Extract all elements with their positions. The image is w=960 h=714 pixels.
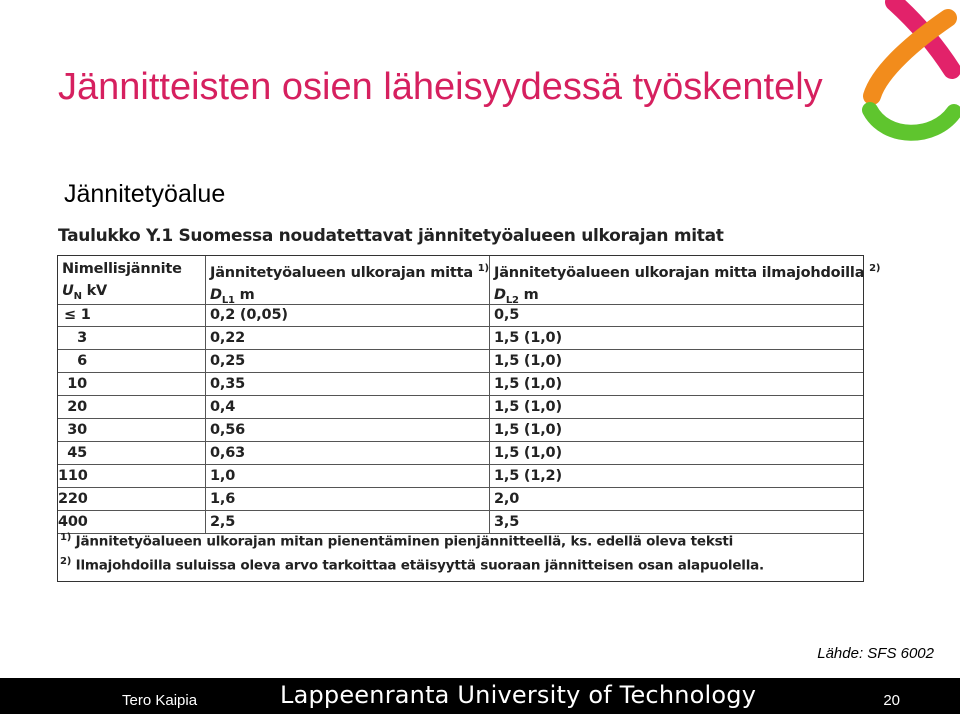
table-row <box>58 396 863 419</box>
cell-dl2: 1,5 (1,0) <box>494 353 562 369</box>
slide-title: Jännitteisten osien läheisyydessä työskentely <box>58 66 823 108</box>
table-row <box>58 488 863 511</box>
table-row <box>58 465 863 488</box>
cell-dl2: 1,5 (1,0) <box>494 445 562 461</box>
author-name: Tero Kaipia <box>122 692 198 709</box>
cell-dl1: 1,0 <box>206 465 490 487</box>
lut-logo-icon <box>856 0 960 145</box>
cell-voltage: 20 <box>58 396 206 418</box>
section-subtitle: Jännitetyöalue <box>64 180 226 208</box>
cell-voltage: 6 <box>58 350 206 372</box>
table-row <box>58 304 863 327</box>
cell-voltage: 220 <box>58 488 206 510</box>
table-row <box>58 419 863 442</box>
table-header-row <box>58 256 881 306</box>
cell-voltage: ≤ 1 <box>58 304 206 326</box>
cell-dl1: 0,4 <box>206 396 490 418</box>
header-nominal-voltage: Nimellisjännite $U_N$ kV <box>58 256 206 304</box>
table-row <box>58 327 863 350</box>
cell-dl1: 0,63 <box>206 442 490 464</box>
cell-voltage: 400 <box>58 511 206 533</box>
cell-dl1: 1,6 <box>206 488 490 510</box>
table-row <box>58 442 863 465</box>
table-row <box>58 350 863 373</box>
source-reference: Lähde: SFS 6002 <box>817 645 934 662</box>
cell-voltage: 10 <box>58 373 206 395</box>
cell-dl2: 1,5 (1,0) <box>494 376 562 392</box>
cell-voltage: 3 <box>58 327 206 349</box>
cell-dl1: 0,22 <box>206 327 490 349</box>
cell-voltage: 110 <box>58 465 206 487</box>
university-name: Lappeenranta University of Technology <box>280 681 757 709</box>
cell-dl1: 0,56 <box>206 419 490 441</box>
cell-dl2: 1,5 (1,0) <box>494 399 562 415</box>
cell-dl2: 2,0 <box>494 491 520 507</box>
page-number: 20 <box>883 692 900 709</box>
footnote: $^{2)}$ Ilmajohdoilla suluissa oleva arvo tarkoittaa etäisyyttä suoraan jännitteisen osan alapuolella. <box>60 555 764 573</box>
cell-dl2: 3,5 <box>494 514 520 530</box>
cell-dl2: 1,5 (1,0) <box>494 422 562 438</box>
cell-voltage: 45 <box>58 442 206 464</box>
header-dl1: Jännitetyöalueen ulkorajan mitta $^{1)}$ $D_{L1}$ m <box>206 256 490 304</box>
table-row <box>58 373 863 396</box>
header-dl2: Jännitetyöalueen ulkorajan mitta ilmajohdoilla $^{2)}$ $D_{L2}$ m <box>494 263 881 306</box>
cell-dl2: 1,5 (1,2) <box>494 468 562 484</box>
cell-dl2: 1,5 (1,0) <box>494 330 562 346</box>
cell-voltage: 30 <box>58 419 206 441</box>
table-footnotes <box>60 528 764 575</box>
cell-dl1: 0,35 <box>206 373 490 395</box>
voltage-distance-table <box>57 255 881 582</box>
footer-bar <box>0 678 960 714</box>
cell-dl1: 0,2 (0,05) <box>206 304 490 326</box>
cell-dl1: 0,25 <box>206 350 490 372</box>
cell-dl2: 0,5 <box>494 307 520 323</box>
footnote: $^{1)}$ Jännitetyöalueen ulkorajan mitan pienentäminen pienjännitteellä, ks. edellä oleva teksti <box>60 532 734 550</box>
cell-dl1: 2,5 <box>206 511 490 533</box>
table-caption: Taulukko Y.1 Suomessa noudatettavat jännitetyöalueen ulkorajan mitat <box>58 226 724 246</box>
